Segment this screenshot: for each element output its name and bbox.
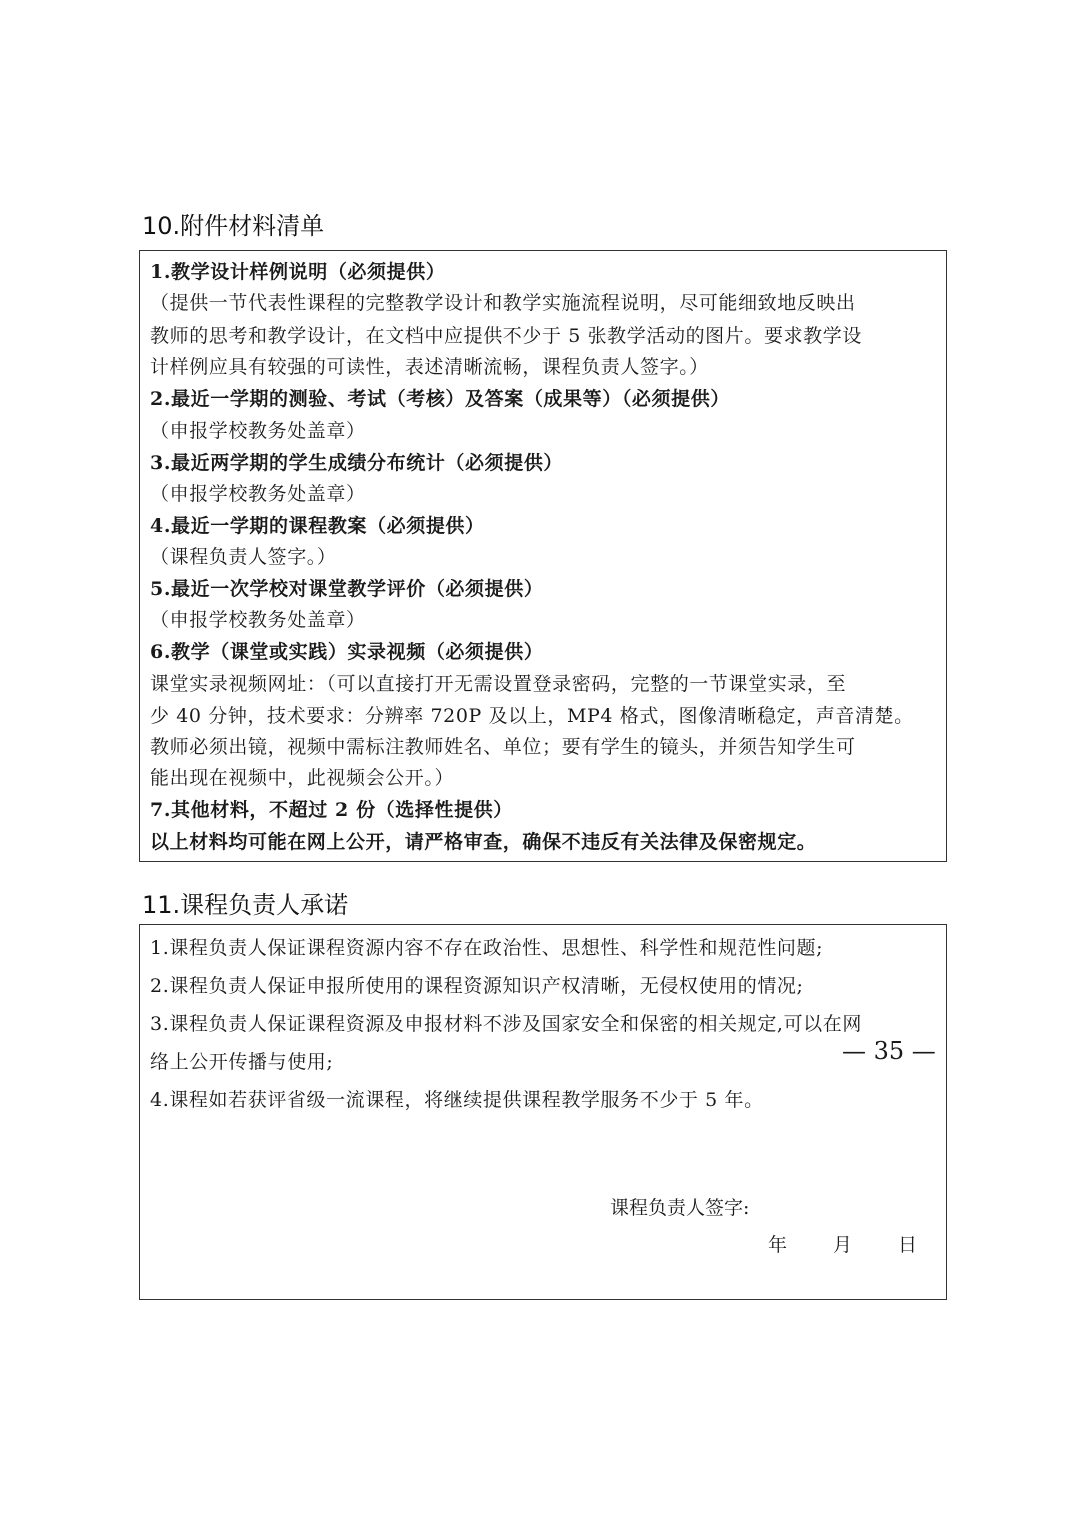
attachment-line: 4.最近一学期的课程教案（必须提供）	[150, 515, 485, 537]
commitment-line: 3.课程负责人保证课程资源及申报材料不涉及国家安全和保密的相关规定,可以在网	[150, 1013, 862, 1035]
attachment-line: 少 40 分钟，技术要求：分辨率 720P 及以上，MP4 格式，图像清晰稳定，声音清楚。	[150, 705, 914, 727]
commitment-line: 络上公开传播与使用;	[150, 1051, 334, 1073]
attachment-line: （提供一节代表性课程的完整教学设计和教学实施流程说明，尽可能细致地反映出	[150, 292, 856, 314]
attachment-line: （申报学校教务处盖章）	[150, 609, 366, 631]
date-month: 月	[833, 1234, 853, 1256]
attachments-box	[139, 250, 947, 862]
commitment-box	[139, 924, 947, 1300]
signature-label: 课程负责人签字:	[610, 1197, 750, 1219]
attachment-line: 计样例应具有较强的可读性，表述清晰流畅，课程负责人签字。）	[150, 356, 709, 378]
attachment-line: 1.教学设计样例说明（必须提供）	[150, 261, 446, 283]
commitment-line: 1.课程负责人保证课程资源内容不存在政治性、思想性、科学性和规范性问题;	[150, 937, 824, 959]
attachment-line: （申报学校教务处盖章）	[150, 483, 366, 505]
date-year: 年	[768, 1234, 788, 1256]
section-11-title: 11.课程负责人承诺	[142, 891, 349, 919]
attachment-line: 7.其他材料，不超过 2 份（选择性提供）	[150, 799, 513, 821]
page-number: — 35 —	[842, 1037, 936, 1065]
attachment-line: 6.教学（课堂或实践）实录视频（必须提供）	[150, 641, 544, 663]
commitment-line: 2.课程负责人保证申报所使用的课程资源知识产权清晰，无侵权使用的情况;	[150, 975, 804, 997]
date-day: 日	[898, 1234, 918, 1256]
section-10-title: 10.附件材料清单	[142, 212, 325, 240]
attachment-line: （课程负责人签字。）	[150, 546, 337, 568]
attachment-line: 以上材料均可能在网上公开，请严格审查，确保不违反有关法律及保密规定。	[150, 831, 817, 853]
attachment-line: 5.最近一次学校对课堂教学评价（必须提供）	[150, 578, 544, 600]
attachment-line: 教师的思考和教学设计，在文档中应提供不少于 5 张教学活动的图片。要求教学设	[150, 325, 862, 347]
attachment-line: （申报学校教务处盖章）	[150, 420, 366, 442]
attachment-line: 教师必须出镜，视频中需标注教师姓名、单位；要有学生的镜头，并须告知学生可	[150, 736, 856, 758]
attachment-line: 能出现在视频中，此视频会公开。）	[150, 767, 455, 789]
attachment-line: 3.最近两学期的学生成绩分布统计（必须提供）	[150, 452, 564, 474]
commitment-line: 4.课程如若获评省级一流课程，将继续提供课程教学服务不少于 5 年。	[150, 1089, 764, 1111]
attachment-line: 课堂实录视频网址：（可以直接打开无需设置登录密码，完整的一节课堂实录，至	[150, 673, 847, 695]
attachment-line: 2.最近一学期的测验、考试（考核）及答案（成果等）（必须提供）	[150, 388, 730, 410]
